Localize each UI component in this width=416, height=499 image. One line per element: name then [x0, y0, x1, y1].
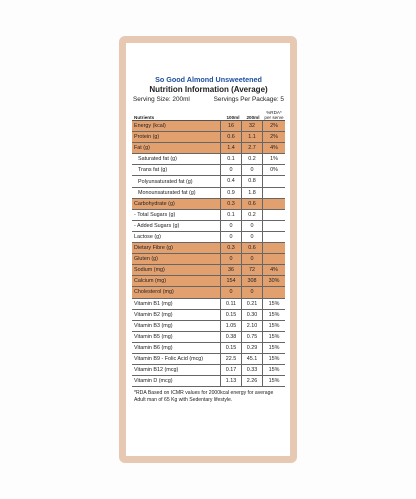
value-per-200ml: 0.75 [241, 332, 262, 342]
value-per-200ml: 0.30 [241, 310, 262, 320]
table-row [132, 365, 285, 376]
value-per-100ml: 0.9 [220, 188, 241, 198]
value-per-100ml: 0.38 [220, 332, 241, 342]
nutrient-name: Vitamin B1 (mg) [134, 300, 173, 307]
value-per-200ml: 0 [241, 254, 262, 264]
nutrient-name: Lactose (g) [134, 233, 161, 240]
rda-percent: 2% [262, 132, 285, 142]
table-row [132, 287, 285, 298]
value-per-200ml: 0 [241, 232, 262, 242]
value-per-200ml: 0 [241, 165, 262, 175]
table-row [132, 132, 285, 143]
value-per-200ml: 1.8 [241, 188, 262, 198]
nutrient-name: Vitamin B2 (mg) [134, 311, 173, 318]
rda-percent: 15% [262, 310, 285, 320]
value-per-100ml: 0 [220, 165, 241, 175]
table-row [132, 143, 285, 154]
table-row [132, 354, 285, 365]
value-per-200ml: 308 [241, 276, 262, 286]
value-per-200ml: 45.1 [241, 354, 262, 364]
rda-percent [262, 176, 285, 186]
value-per-200ml: 2.7 [241, 143, 262, 153]
nutrient-name: - Added Sugars (g) [134, 222, 180, 229]
rda-percent [262, 287, 285, 297]
table-row [132, 121, 285, 132]
nutrition-label-panel [119, 36, 297, 463]
nutrient-name: Saturated fat (g) [138, 156, 177, 163]
value-per-100ml: 1.13 [220, 376, 241, 386]
value-per-200ml: 32 [241, 121, 262, 131]
value-per-100ml: 0 [220, 232, 241, 242]
rda-percent: 2% [262, 121, 285, 131]
table-row [132, 154, 285, 165]
nutrient-name: Vitamin B5 (mg) [134, 333, 173, 340]
value-per-100ml: 0.1 [220, 154, 241, 164]
rda-percent [262, 210, 285, 220]
value-per-100ml: 0.4 [220, 176, 241, 186]
serving-size: Serving Size: 200ml [133, 96, 190, 103]
table-row [132, 232, 285, 243]
nutrient-name: Vitamin D (mcg) [134, 378, 173, 385]
value-per-100ml: 0.11 [220, 299, 241, 309]
table-row [132, 265, 285, 276]
servings-per-package: Servings Per Package: 5 [213, 96, 284, 103]
value-per-100ml: 0.3 [220, 199, 241, 209]
table-row [132, 210, 285, 221]
rda-percent: 30% [262, 276, 285, 286]
table-row [132, 254, 285, 265]
rda-percent [262, 188, 285, 198]
table-row [132, 343, 285, 354]
rda-percent [262, 243, 285, 253]
rda-percent: 4% [262, 265, 285, 275]
serving-info [132, 95, 285, 104]
value-per-200ml: 0.8 [241, 176, 262, 186]
table-row [132, 243, 285, 254]
rda-percent: 15% [262, 321, 285, 331]
rda-percent: 0% [262, 165, 285, 175]
nutrient-name: Fat (g) [134, 145, 150, 152]
value-per-100ml: 0.15 [220, 310, 241, 320]
nutrient-name: Cholesterol (mg) [134, 289, 174, 296]
value-per-200ml: 2.10 [241, 321, 262, 331]
value-per-200ml: 72 [241, 265, 262, 275]
rda-percent: 15% [262, 299, 285, 309]
value-per-200ml: 0.33 [241, 365, 262, 375]
value-per-200ml: 2.26 [241, 376, 262, 386]
value-per-100ml: 0.6 [220, 132, 241, 142]
column-header-nutrients: Nutrients [134, 115, 155, 120]
table-row [132, 165, 285, 176]
rda-percent [262, 232, 285, 242]
value-per-200ml: 0.29 [241, 343, 262, 353]
nutrient-name: Energy (kcal) [134, 123, 166, 130]
value-per-100ml: 0 [220, 287, 241, 297]
rda-percent: 1% [262, 154, 285, 164]
value-per-100ml: 0 [220, 221, 241, 231]
rda-percent [262, 254, 285, 264]
value-per-100ml: 0.3 [220, 243, 241, 253]
value-per-200ml: 0.6 [241, 199, 262, 209]
column-header-200ml: 200ml [246, 115, 260, 120]
nutrition-heading: Nutrition Information (Average) [149, 85, 268, 94]
value-per-100ml: 1.4 [220, 143, 241, 153]
rda-percent: 15% [262, 365, 285, 375]
nutrient-name: Dietary Fibre (g) [134, 245, 173, 252]
nutrient-name: Sodium (mg) [134, 267, 165, 274]
table-row [132, 321, 285, 332]
column-header-rda: %RDA* per serve [264, 110, 284, 120]
value-per-200ml: 0.21 [241, 299, 262, 309]
nutrient-name: Monounsaturated fat (g) [138, 189, 196, 196]
nutrient-name: Vitamin B9 - Folic Acid (mcg) [134, 356, 204, 363]
table-row [132, 276, 285, 287]
value-per-200ml: 0 [241, 221, 262, 231]
value-per-200ml: 0.2 [241, 210, 262, 220]
value-per-100ml: 36 [220, 265, 241, 275]
product-name: So Good Almond Unsweetened [155, 75, 262, 84]
value-per-100ml: 0.17 [220, 365, 241, 375]
nutrient-name: Vitamin B3 (mg) [134, 322, 173, 329]
table-row [132, 188, 285, 199]
value-per-100ml: 0.15 [220, 343, 241, 353]
table-row [132, 310, 285, 321]
value-per-200ml: 0 [241, 287, 262, 297]
value-per-100ml: 1.05 [220, 321, 241, 331]
nutrient-name: Carbohydrate (g) [134, 200, 175, 207]
value-per-100ml: 154 [220, 276, 241, 286]
rda-percent: 4% [262, 143, 285, 153]
rda-footnote: *RDA Based on ICMR values for 2000kcal energy for average Adult man of 65 Kg with Sedentary lifestyle. [134, 390, 274, 404]
nutrition-label-content [132, 47, 285, 404]
value-per-200ml: 1.1 [241, 132, 262, 142]
table-row [132, 332, 285, 343]
value-per-100ml: 0 [220, 254, 241, 264]
nutrient-name: Trans fat (g) [138, 167, 168, 174]
value-per-200ml: 0.2 [241, 154, 262, 164]
table-row [132, 176, 285, 187]
column-header-100ml: 100ml [226, 115, 240, 120]
rda-percent: 15% [262, 332, 285, 342]
table-header [132, 108, 285, 120]
nutrient-name: Gluten (g) [134, 256, 158, 263]
table-row [132, 376, 285, 387]
nutrient-name: Protein (g) [134, 134, 160, 141]
nutrient-name: Vitamin B12 (mcg) [134, 367, 179, 374]
rda-percent [262, 221, 285, 231]
value-per-100ml: 16 [220, 121, 241, 131]
nutrient-name: Polyunsaturated fat (g) [138, 178, 193, 185]
rda-percent: 15% [262, 354, 285, 364]
nutrition-table [132, 120, 285, 387]
rda-percent: 15% [262, 376, 285, 386]
rda-percent [262, 199, 285, 209]
nutrient-name: Calcium (mg) [134, 278, 167, 285]
nutrient-name: - Total Sugars (g) [134, 211, 176, 218]
value-per-100ml: 0.1 [220, 210, 241, 220]
rda-percent: 15% [262, 343, 285, 353]
table-row [132, 299, 285, 310]
table-row [132, 221, 285, 232]
value-per-200ml: 0.6 [241, 243, 262, 253]
value-per-100ml: 22.5 [220, 354, 241, 364]
table-row [132, 199, 285, 210]
nutrient-name: Vitamin B6 (mg) [134, 344, 173, 351]
